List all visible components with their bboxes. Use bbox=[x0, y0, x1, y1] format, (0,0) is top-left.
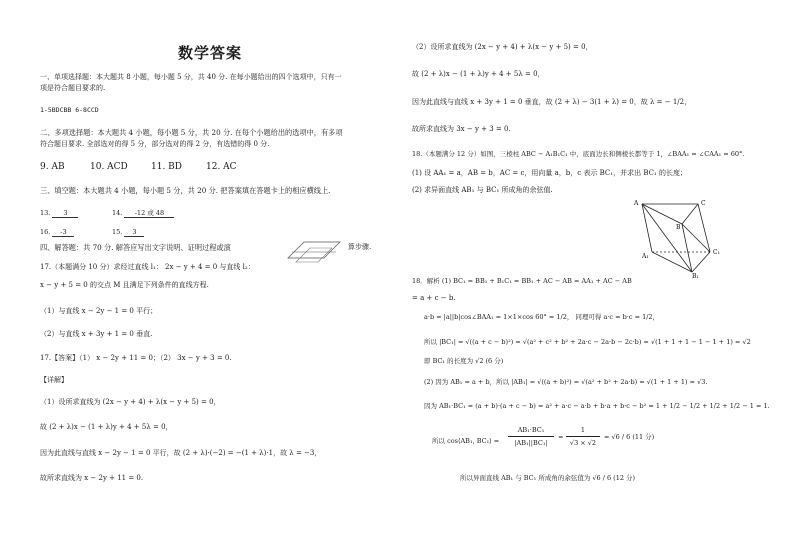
cos-fraction-bar bbox=[508, 436, 554, 437]
fill-14-label: 14. bbox=[112, 209, 123, 217]
solution18-line1: 18．解析 (1) BC₁ = BB₁ + B₁C₁ = BB₁ + AC − AB = AA₁ + AC − AB bbox=[412, 277, 632, 285]
label-B1: B₁ bbox=[692, 273, 699, 280]
section4-heading: 四、解答题：共 70 分. 解答应写出文字说明、证明过程或演 bbox=[40, 243, 231, 252]
problem17-cond2: （2）与直线 x + 3y + 1 = 0 垂直. bbox=[40, 330, 153, 338]
solution18-line5: 即 BC₁ 的长度为 √2 (6 分) bbox=[424, 357, 504, 365]
fill-16 bbox=[40, 228, 74, 237]
edge-BC bbox=[682, 204, 698, 224]
solution18-line2: = a + c − b. bbox=[412, 294, 456, 302]
cos-result: = √6 / 6 (11 分) bbox=[604, 433, 655, 441]
solution17-part2-step3: 因为此直线与直线 x + 3y + 1 = 0 垂直，故 (2 + λ) − 3(1 + λ) = 0，故 λ = − 1/2， bbox=[412, 98, 692, 106]
section1-heading-cont: 项是符合题目要求的. bbox=[40, 84, 106, 92]
problem17-line1: 17.（本题满分 10 分）求经过直线 l₁： 2x − y + 4 = 0 与直线 l₂： bbox=[40, 263, 255, 271]
section2-heading-cont: 符合题目要求. 全部选对的得 5 分，部分选对的得 2 分，有选错的得 0 分. bbox=[40, 140, 270, 148]
fill-13 bbox=[40, 209, 78, 218]
fill-16-label: 16. bbox=[40, 228, 51, 236]
cos-denominator: |AB₁||BC₁| bbox=[514, 439, 548, 447]
problem17-answer: 17.【答案】（1） x − 2y + 11 = 0；（2） 3x − y + 3 = 0. bbox=[40, 354, 232, 362]
section2-heading: 二、多项选择题：本大题共 4 小题，每小题 5 分，共 20 分. 在每个小题给出的选项中，有多项 bbox=[40, 128, 343, 137]
problem18-line1: 18.（本题满分 12 分）如图，三棱柱 ABC − A₁B₁C₁ 中，底面边长和侧棱长都等于 1，∠BAA₁ = ∠CAA₁ = 60°. bbox=[412, 150, 745, 158]
diag-AB1 bbox=[642, 204, 692, 272]
solution17-step3: 因为此直线与直线 x − 2y − 1 = 0 平行，故 (2 + λ)·(−2) = −(1 + λ)·1，故 λ = −3， bbox=[40, 449, 322, 457]
fill-16-answer: -3 bbox=[52, 228, 74, 237]
section3-heading: 三、填空题：本大题共 4 小题，每小题 5 分，共 20 分. 把答案填在答题卡上的相应横线上. bbox=[40, 186, 331, 195]
fill-15 bbox=[112, 228, 144, 237]
solution17-step4: 故所求直线为 x − 2y + 11 = 0. bbox=[40, 474, 144, 482]
cos-value-numerator: 1 bbox=[580, 426, 586, 434]
answer-10: 10. ACD bbox=[90, 162, 128, 172]
page-title: 数学答案 bbox=[178, 44, 243, 62]
section1-answers: 1-5BDCBB 6-8CCD bbox=[40, 106, 99, 114]
section1-heading: 一、单项选择题：本大题共 8 小题，每小题 5 分，共 40 分. 在每小题给出的四个选项中，只有一 bbox=[40, 73, 342, 81]
planes-sketch bbox=[282, 238, 344, 264]
fill-15-answer: 3 bbox=[124, 228, 144, 237]
detail-label: 【详解】 bbox=[40, 376, 68, 384]
prism-figure bbox=[628, 196, 738, 278]
fill-13-label: 13. bbox=[40, 209, 51, 217]
answer-9: 9. AB bbox=[40, 162, 65, 172]
solution18-cos-label: 所以 cos⟨AB₁, BC₁⟩ = bbox=[432, 437, 500, 445]
problem18-line3: (2) 求异面直线 AB₁ 与 BC₁ 所成角的余弦值. bbox=[412, 186, 553, 194]
solution18-conclusion: 所以异面直线 AB₁ 与 BC₁ 所成角的余弦值为 √6 / 6 (12 分) bbox=[460, 474, 636, 482]
edge-B1C1 bbox=[692, 252, 710, 272]
label-A: A bbox=[634, 200, 639, 207]
fill-14 bbox=[112, 209, 174, 218]
solution17-part2-step2: 故 (2 + λ)x − (1 + λ)y + 4 + 5λ = 0， bbox=[412, 70, 545, 78]
cos-numerator: AB₁·BC₁ bbox=[517, 426, 545, 434]
edge-AB bbox=[642, 204, 682, 224]
edge-CC1 bbox=[698, 204, 710, 252]
diag-BC1 bbox=[682, 224, 710, 252]
problem18-line2: (1) 设 AA₁ = a，AB = b，AC = c，用向量 a，b，c 表示 BC₁，并求出 BC₁ 的长度； bbox=[412, 169, 687, 177]
problem17-cond1: （1）与直线 x − 2y − 1 = 0 平行； bbox=[40, 307, 158, 315]
edge-A1B1 bbox=[652, 252, 692, 272]
solution17-part2-step1: （2）设所求直线为 (2x − y + 4) + λ(x − y + 5) = 0， bbox=[412, 43, 593, 51]
label-C1: C₁ bbox=[713, 249, 720, 256]
solution17-step1: （1）设所求直线为 (2x − y + 4) + λ(x − y + 5) = 0， bbox=[40, 398, 221, 406]
label-B: B bbox=[676, 224, 681, 231]
solution17-part2-step4: 故所求直线为 3x − y + 3 = 0. bbox=[412, 125, 511, 133]
problem17-line2: x − y + 5 = 0 的交点 M 且满足下列条件的直线方程. bbox=[40, 281, 209, 289]
solution18-line6: (2) 因为 AB₁ = a + b，所以 |AB₁| = √((a + b)²) = √(a² + b² + 2a·b) = √(1 + 1 + 1) = √3. bbox=[424, 378, 708, 386]
fill-14-answer: -12 或 48 bbox=[124, 209, 174, 218]
label-A1: A₁ bbox=[642, 253, 649, 260]
answer-12: 12. AC bbox=[206, 162, 237, 172]
fill-13-answer: 3 bbox=[52, 209, 78, 218]
solution18-line4: 所以 |BC₁| = √((a + c − b)²) = √(a² + c² + b² + 2a·c − 2a·b − 2c·b) = √(1 + 1 + 1 − 1 − 1 + 1) = √2 bbox=[424, 338, 751, 346]
cos-value-denominator: √3 × √2 bbox=[569, 439, 597, 447]
solution17-step2: 故 (2 + λ)x − (1 + λ)y + 4 + 5λ = 0， bbox=[40, 423, 173, 431]
cos-equals: = bbox=[558, 433, 564, 441]
solution18-line3: a·b = |a||b|cos∠BAA₁ = 1×1×cos 60° = 1/2， 同理可得 a·c = b·c = 1/2， bbox=[424, 313, 660, 321]
fill-15-label: 15. bbox=[112, 228, 123, 236]
cos-value-bar bbox=[566, 436, 600, 437]
answer-11: 11. BD bbox=[151, 162, 183, 172]
label-C: C bbox=[701, 200, 706, 207]
section4-heading-tail: 算步骤. bbox=[348, 243, 372, 251]
plane-outline-a bbox=[288, 242, 340, 258]
solution18-line7: 因为 AB₁·BC₁ = (a + b)·(a + c − b) = a² + a·c − a·b + b·a + b·c − b² = 1 + 1/2 − 1/2 + 1/2 + 1/2 − 1 = 1. bbox=[424, 402, 770, 410]
